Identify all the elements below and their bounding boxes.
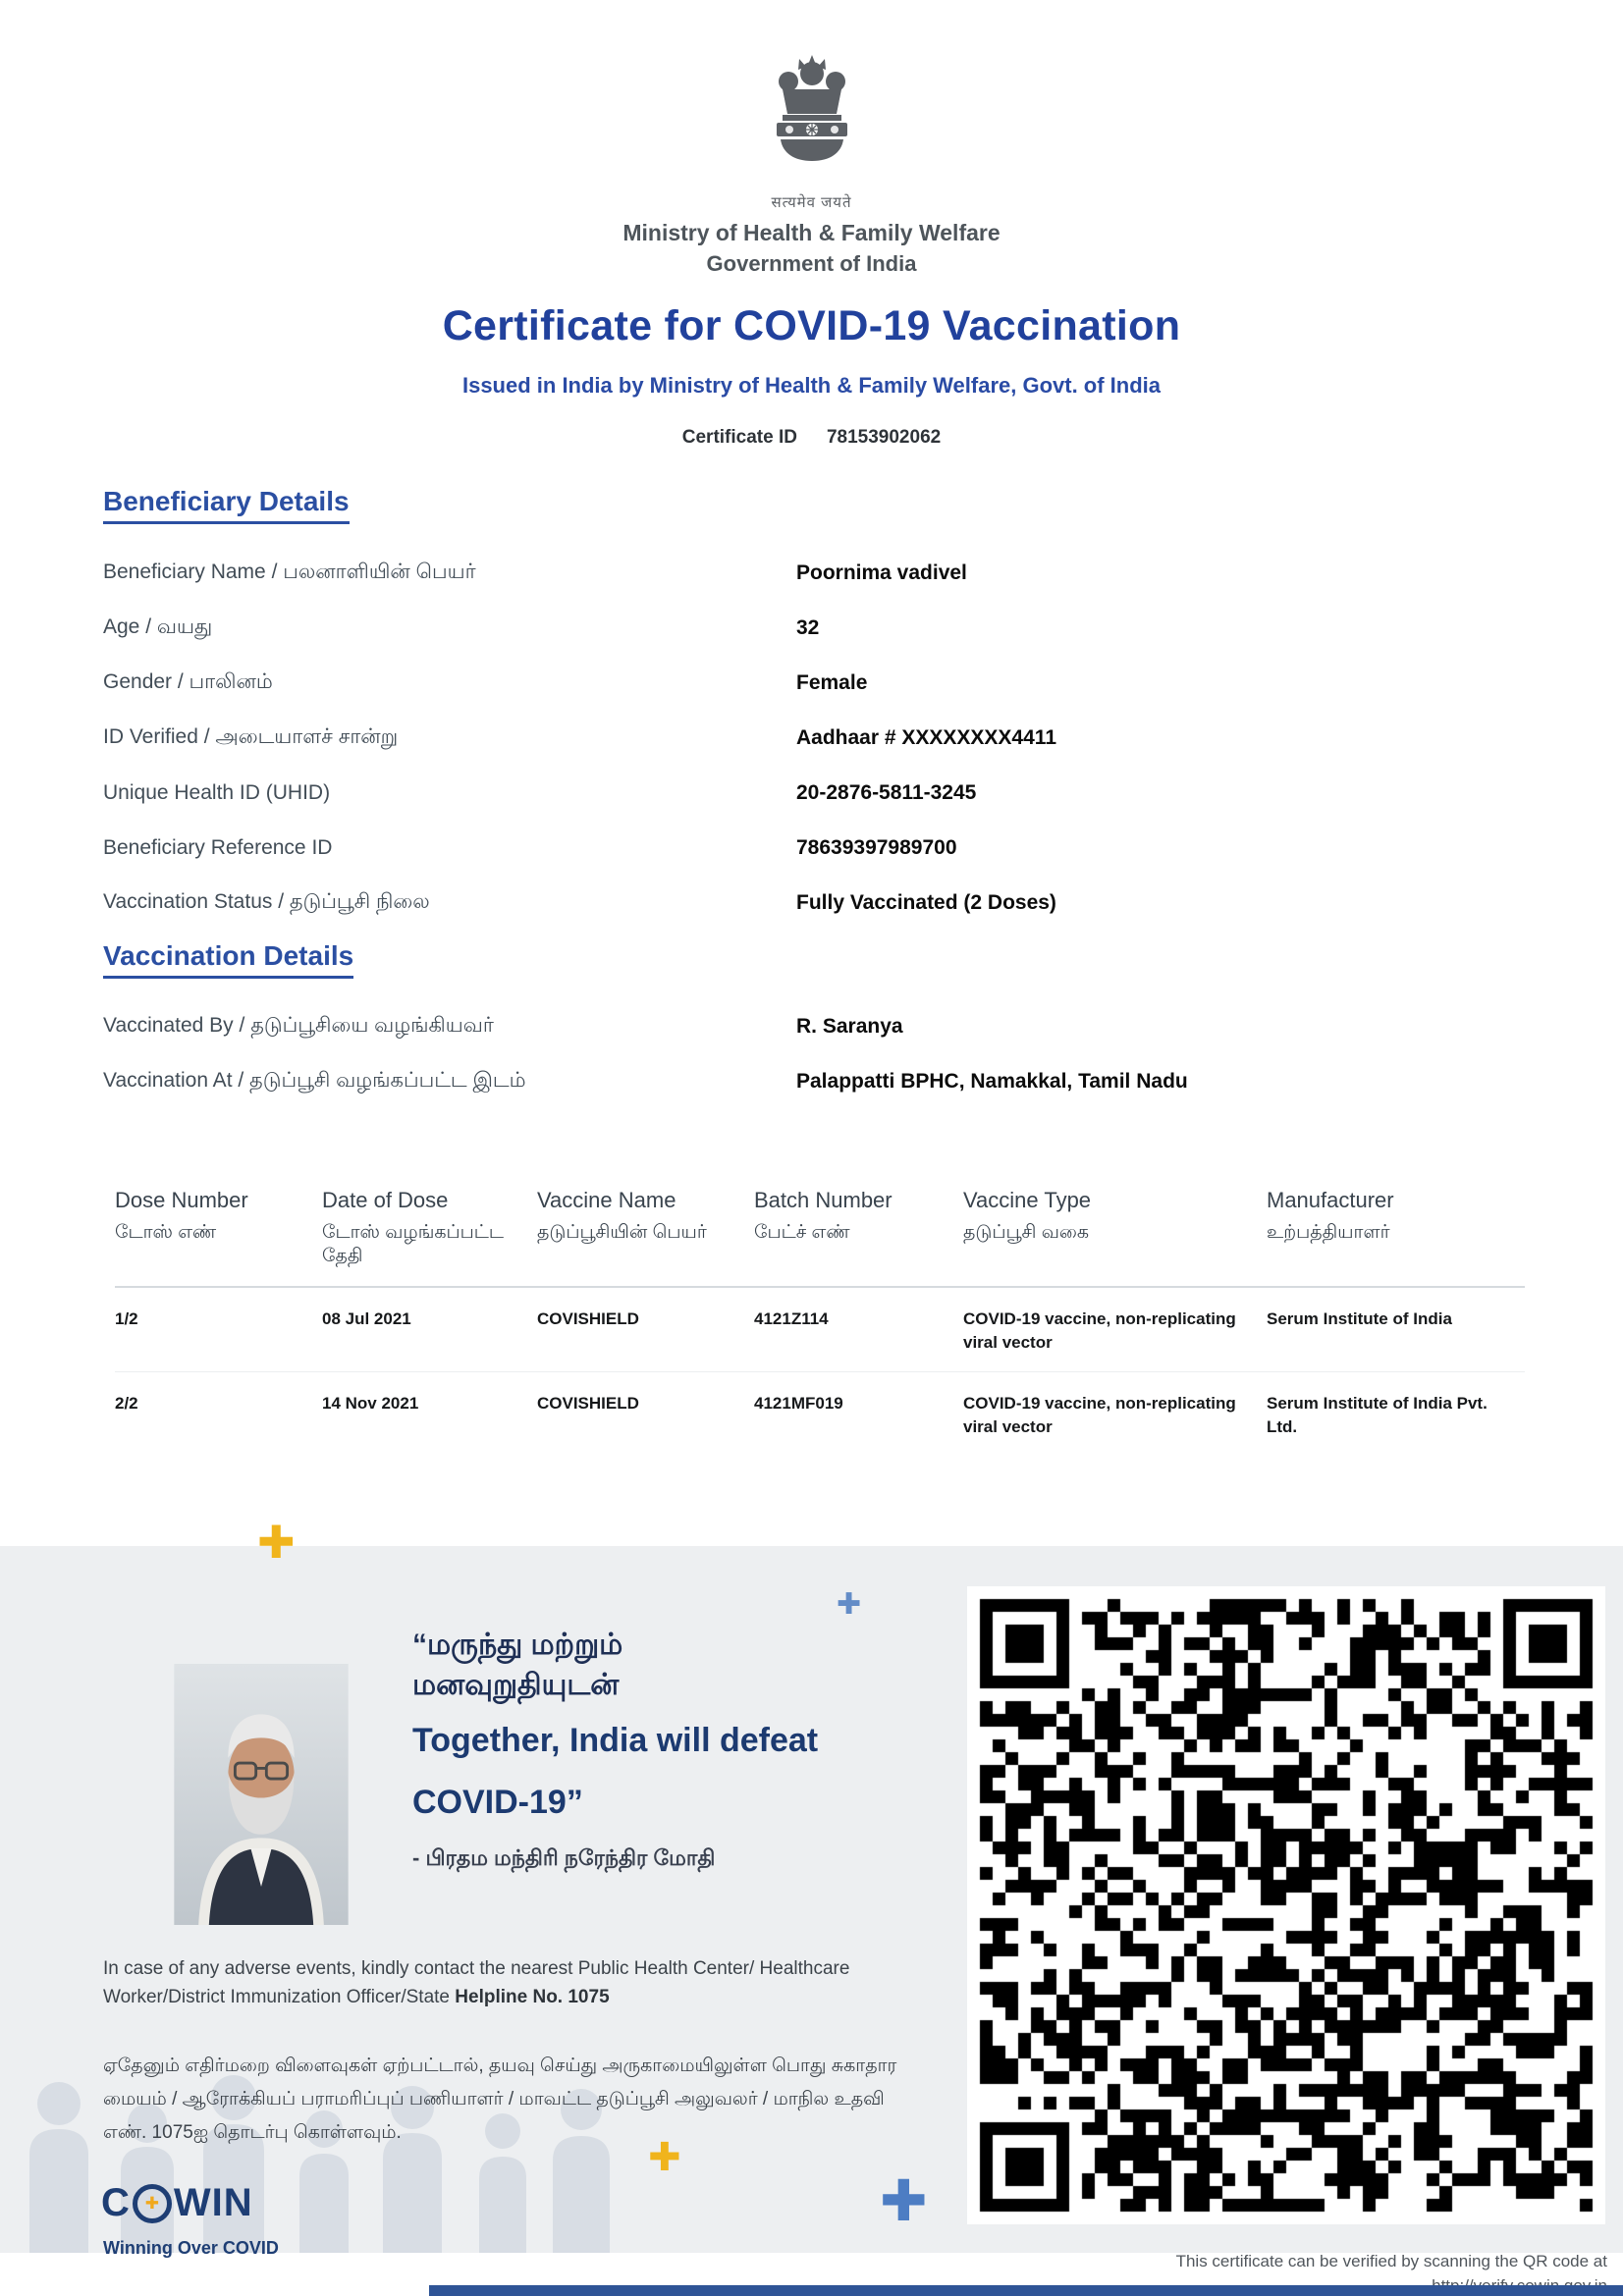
field-label: Vaccination Status / தடுப்பூசி நிலை [103,890,430,913]
cowin-tagline: Winning Over COVID [103,2238,279,2258]
field-value: Fully Vaccinated (2 Doses) [796,891,1056,914]
field-value: 20-2876-5811-3245 [796,781,977,804]
quote-tamil-line1: “மருந்து மற்றும் [412,1629,623,1661]
col-dose-number: Dose Number டோஸ் எண் [115,1188,248,1243]
certificate-id-label: Certificate ID [681,427,797,448]
field-label: ID Verified / அடையாளச் சான்று [103,725,399,748]
field-row-age [103,601,1520,656]
cell-date: 08 Jul 2021 [322,1308,411,1328]
quote-attribution: - பிரதம மந்திரி நரேந்திர மோதி [412,1845,716,1871]
cell-dose-number: 2/2 [115,1393,138,1413]
certificate-subtitle: Issued in India by Ministry of Health & Family Welfare, Govt. of India [461,373,1162,398]
pm-modi-photo [174,1664,349,1925]
ministry-name: Ministry of Health & Family Welfare [622,220,1001,245]
beneficiary-fields [103,546,1520,931]
certificate-id-line [0,427,1623,449]
cell-batch: 4121Z114 [754,1308,829,1328]
field-label: Vaccination At / தடுப்பூசி வழங்கப்பட்ட இடம் [103,1069,526,1092]
col-date-of-dose: Date of Dose டோஸ் வழங்கப்பட்ட தேதி [322,1188,505,1266]
cell-date: 14 Nov 2021 [322,1393,419,1413]
cowin-logo: C ✚ WIN [101,2181,253,2224]
field-value: Poornima vadivel [796,561,967,584]
field-label: Gender / பாலினம் [103,670,273,693]
field-label: Unique Health ID (UHID) [103,781,331,804]
emblem-block [0,51,1623,191]
dose-row-1 [115,1288,1525,1371]
beneficiary-section-title: Beneficiary Details [103,486,350,524]
cell-vaccine-type: COVID-19 vaccine, non-replicating viral vector [963,1308,1236,1353]
field-value: R. Saranya [796,1015,903,1038]
national-emblem-icon [769,51,855,187]
field-value: 78639397989700 [796,836,957,859]
col-batch-number: Batch Number பேட்ச் எண் [754,1188,893,1243]
col-vaccine-type: Vaccine Type தடுப்பூசி வகை [963,1188,1092,1243]
field-row-vaccinated-by [103,999,1520,1054]
cowin-plus-icon: ✚ [133,2184,172,2223]
cell-dose-number: 1/2 [115,1308,138,1328]
field-label: Beneficiary Name / பலனாளியின் பெயர் [103,561,476,583]
bottom-accent-bar [429,2285,1623,2296]
quote-tamil-line2: மனவுறுதியுடன் [412,1668,620,1701]
cell-manufacturer: Serum Institute of India [1267,1308,1452,1328]
cell-vaccine-name: COVISHIELD [537,1393,639,1413]
plus-decoration-blue-icon: ✚ [837,1588,862,1621]
cell-vaccine-name: COVISHIELD [537,1308,639,1328]
certificate-id-value: 78153902062 [826,427,942,448]
plus-decoration-blue-icon: ✚ [880,2169,928,2233]
field-label: Beneficiary Reference ID [103,836,333,859]
cell-batch: 4121MF019 [754,1393,843,1413]
field-row-reference-id [103,821,1520,876]
field-row-beneficiary-name [103,546,1520,601]
field-row-vaccinated-at [103,1054,1520,1109]
helpline-number: Helpline No. 1075 [455,1986,610,2007]
plus-decoration-gold-icon: ✚ [648,2136,681,2179]
dose-table [115,1188,1525,1456]
field-row-uhid [103,766,1520,821]
adverse-events-text-ta: ஏதேனும் எதிர்மறை விளைவுகள் ஏற்பட்டால், தயவு செய்து அருகாமையிலுள்ள பொது சுகாதார மையம் / ஆரோக்கியப் பராமரிப்புப் பணியாளர் / மாவட்ட தடுப்பூசி அலுவலர் / மாநில உதவி எண். 1075ஐ தொடர்பு கொள்ளவும். [103,2056,897,2143]
emblem-motto: सत्यमेव जयते [771,194,852,211]
qr-code [967,1586,1605,2224]
field-value: Aadhaar # XXXXXXXX4411 [796,726,1056,749]
certificate-title: Certificate for COVID-19 Vaccination [442,302,1181,349]
col-manufacturer: Manufacturer உற்பத்தியாளர் [1267,1188,1394,1243]
dose-table-header [115,1188,1525,1288]
field-row-id-verified [103,711,1520,766]
quote-english-line1: Together, India will defeat [412,1722,819,1759]
col-vaccine-name: Vaccine Name தடுப்பூசியின் பெயர் [537,1188,707,1243]
field-value: Palappatti BPHC, Namakkal, Tamil Nadu [796,1070,1188,1093]
field-label: Age / வயது [103,615,213,638]
adverse-events-text-en: In case of any adverse events, kindly contact the nearest Public Health Center/ Healthcare Worker/District Immunization Officer/State Helpline No. 1075 [103,1958,850,2007]
government-name: Government of India [706,251,917,276]
field-value: 32 [796,616,820,639]
vaccination-section-title: Vaccination Details [103,940,353,979]
dose-row-2 [115,1371,1525,1456]
pm-quote [412,1626,982,1874]
field-row-gender [103,656,1520,711]
field-value: Female [796,671,868,694]
field-label: Vaccinated By / தடுப்பூசியை வழங்கியவர் [103,1014,494,1037]
field-row-vaccination-status [103,876,1520,931]
quote-english-line2: COVID-19” [412,1783,583,1821]
plus-decoration-gold-icon: ✚ [257,1517,296,1568]
cell-manufacturer: Serum Institute of India Pvt. Ltd. [1267,1393,1488,1437]
verify-text: This certificate can be verified by scanning the QR code at [1175,2252,1607,2270]
cell-vaccine-type: COVID-19 vaccine, non-replicating viral vector [963,1393,1236,1437]
vaccination-fields [103,999,1520,1109]
